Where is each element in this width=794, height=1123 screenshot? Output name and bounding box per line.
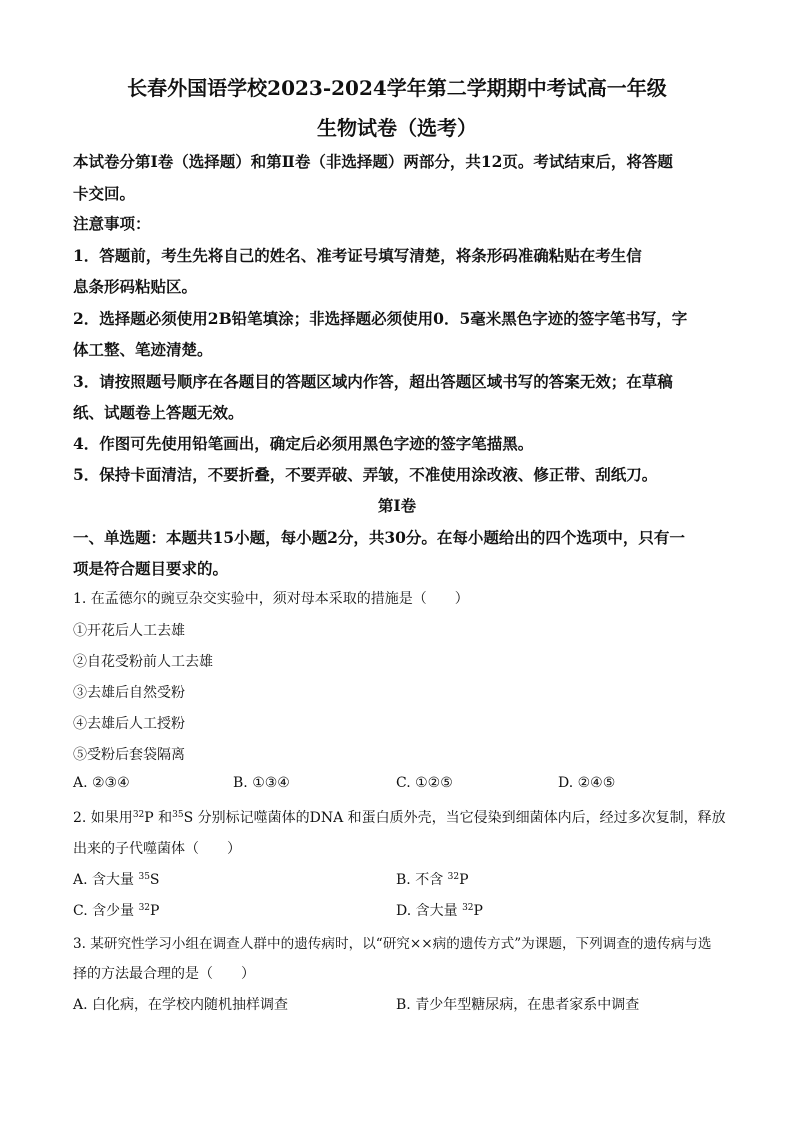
q1-option-c: C. ①②⑤ bbox=[396, 775, 453, 791]
q2-option-c: C. 含少量 $^{32}$P bbox=[73, 903, 160, 919]
note-1: 1．答题前，考生先将自己的姓名、准考证号填写清楚，将条形码准确粘贴在考生信 bbox=[73, 246, 642, 265]
q2-option-d: D. 含大量 $^{32}$P bbox=[396, 903, 483, 919]
note-3: 3．请按照题号顺序在各题目的答题区域内作答，超出答题区域书写的答案无效；在草稿 bbox=[73, 372, 673, 391]
section-instruction-cont: 项是符合题目要求的。 bbox=[73, 559, 229, 578]
q1-item: ④去雄后人工授粉 bbox=[73, 716, 185, 732]
note-2: 2．选择题必须使用2B铅笔填涂；非选择题必须使用0．5毫米黑色字迹的签字笔书写，字 bbox=[73, 309, 688, 328]
section-instruction: 一、单选题：本题共15小题，每小题2分，共30分。在每小题给出的四个选项中，只有一 bbox=[73, 528, 685, 547]
note-1-cont: 息条形码粘贴区。 bbox=[73, 277, 198, 296]
q2-stem: 2. 如果用$^{32}$P 和$^{35}$S 分别标记噬菌体的DNA 和蛋白质外壳，当它侵染到细菌体内后，经过多次复制，释放 bbox=[73, 810, 726, 826]
q1-option-a: A. ②③④ bbox=[73, 775, 130, 791]
q1-item: ③去雄后自然受粉 bbox=[73, 685, 185, 701]
notes-heading: 注意事项： bbox=[73, 214, 151, 233]
intro-line: 卡交回。 bbox=[73, 184, 136, 203]
q1-option-d: D. ②④⑤ bbox=[558, 775, 616, 791]
note-2-cont: 体工整、笔迹清楚。 bbox=[73, 340, 213, 359]
note-4: 4．作图可先使用铅笔画出，确定后必须用黑色字迹的签字笔描黑。 bbox=[73, 434, 534, 453]
q3-stem: 3. 某研究性学习小组在调查人群中的遗传病时，以“研究××病的遗传方式”为课题，下列调查的遗传病与选 bbox=[73, 936, 712, 952]
q2-option-a: A. 含大量 $^{35}$S bbox=[73, 872, 160, 888]
note-3-cont: 纸、试题卷上答题无效。 bbox=[73, 403, 244, 422]
q1-item: ①开花后人工去雄 bbox=[73, 623, 185, 639]
q3-stem-cont: 择的方法最合理的是（ ） bbox=[73, 966, 255, 982]
q1-option-b: B. ①③④ bbox=[233, 775, 290, 791]
q3-option-a: A. 白化病，在学校内随机抽样调查 bbox=[73, 997, 289, 1013]
q3-option-b: B. 青少年型糖尿病，在患者家系中调查 bbox=[396, 997, 640, 1013]
note-5: 5．保持卡面清洁，不要折叠，不要弄破、弄皱，不准使用涂改液、修正带、刮纸刀。 bbox=[73, 465, 658, 484]
exam-subtitle: 生物试卷（选考） bbox=[317, 116, 477, 140]
intro-line: 本试卷分第Ⅰ卷（选择题）和第Ⅱ卷（非选择题）两部分，共12页。考试结束后，将答题 bbox=[73, 152, 673, 171]
q1-stem: 1. 在孟德尔的豌豆杂交实验中，须对母本采取的措施是（ ） bbox=[73, 591, 469, 607]
exam-title: 长春外国语学校2023-2024学年第二学期期中考试高一年级 bbox=[127, 76, 667, 100]
q1-item: ②自花受粉前人工去雄 bbox=[73, 654, 213, 670]
section-title: 第Ⅰ卷 bbox=[377, 496, 417, 515]
q1-item: ⑤受粉后套袋隔离 bbox=[73, 747, 185, 763]
q2-option-b: B. 不含 $^{32}$P bbox=[396, 872, 469, 888]
q2-stem-cont: 出来的子代噬菌体（ ） bbox=[73, 841, 241, 857]
